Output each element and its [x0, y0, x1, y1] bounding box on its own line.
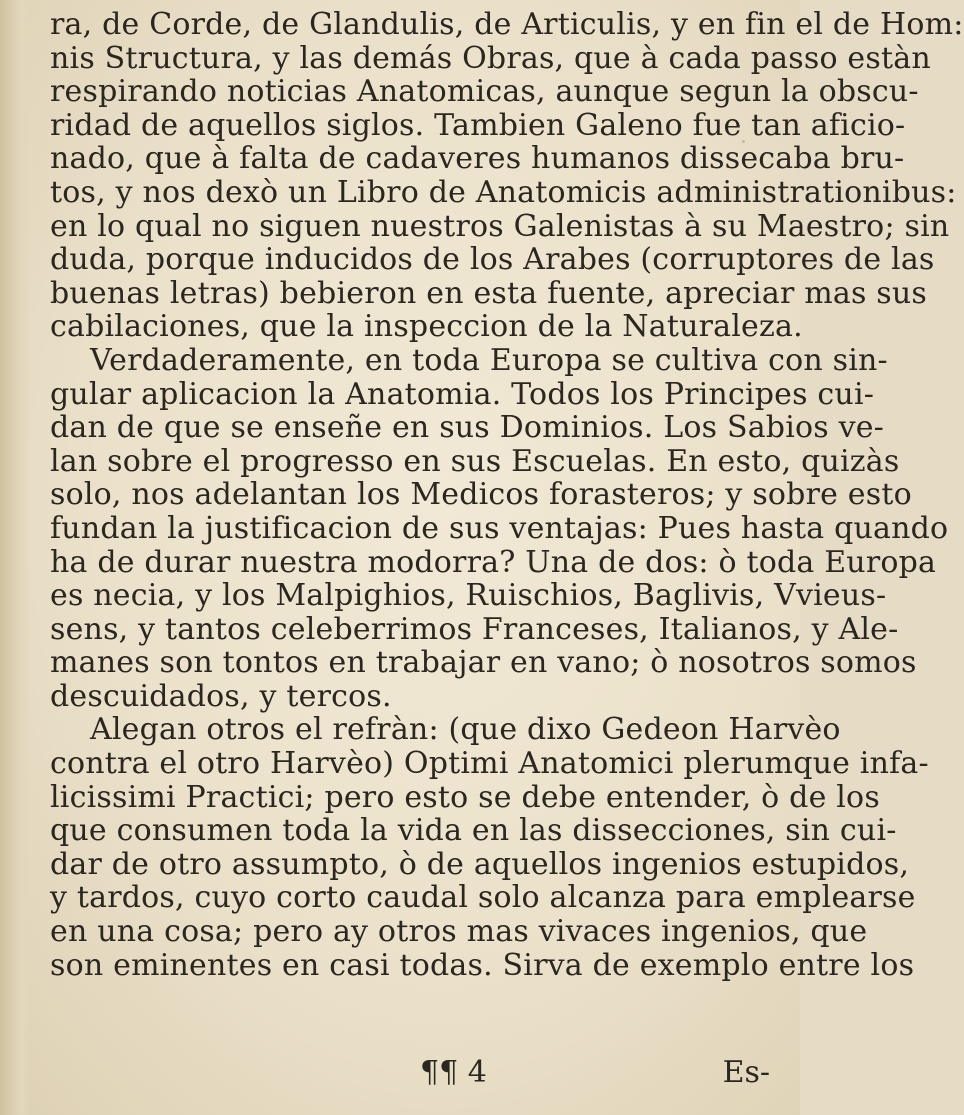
text-line: ha de durar nuestra modorra? Una de dos: ò toda Europa — [50, 544, 937, 580]
text-line: lan sobre el progresso en sus Escuelas. En esto, quizàs — [50, 443, 900, 479]
text-line: licissimi Practici; pero esto se debe entender, ò de los — [50, 779, 880, 815]
paragraph-start-line: Alegan otros el refràn: (que dixo Gedeon Harvèo — [90, 712, 841, 748]
text-line: descuidados, y tercos. — [50, 678, 392, 714]
paper-speck — [300, 905, 302, 908]
text-line: dar de otro assumpto, ò de aquellos ingenios estupidos, — [50, 846, 910, 882]
text-line: nis Structura, y las demás Obras, que à cada passo estàn — [50, 40, 931, 76]
text-line: cabilaciones, que la inspeccion de la Naturaleza. — [50, 309, 803, 345]
text-line: y tardos, cuyo corto caudal solo alcanza para emplearse — [50, 880, 916, 916]
text-line: nado, que à falta de cadaveres humanos dissecaba bru- — [50, 141, 905, 177]
text-line: buenas letras) bebieron en esta fuente, apreciar mas sus — [50, 275, 927, 311]
paragraph-start-line: Verdaderamente, en toda Europa se cultiva con sin- — [90, 342, 888, 378]
signature-mark: ¶¶ 4 — [420, 1055, 487, 1090]
text-line: ridad de aquellos siglos. Tambien Galeno fue tan aficio- — [50, 107, 906, 143]
text-line: tos, y nos dexò un Libro de Anatomicis administrationibus: — [50, 174, 957, 210]
text-line: contra el otro Harvèo) Optimi Anatomici plerumque infa- — [50, 746, 929, 782]
catchword: Es- — [722, 1055, 770, 1090]
page-footer — [50, 1055, 770, 1089]
text-line: dan de que se enseñe en sus Dominios. Los Sabios ve- — [50, 410, 885, 446]
text-line: fundan la justificacion de sus ventajas: Pues hasta quando — [50, 510, 949, 546]
text-line: duda, porque inducidos de los Arabes (corruptores de las — [50, 242, 935, 278]
text-line: respirando noticias Anatomicas, aunque segun la obscu- — [50, 74, 919, 110]
paper-speck — [612, 620, 614, 622]
text-line: que consumen toda la vida en las dissecciones, sin cui- — [50, 813, 897, 849]
text-line: en lo qual no siguen nuestros Galenistas à su Maestro; sin — [50, 208, 950, 244]
text-line: manes son tontos en trabajar en vano; ò nosotros somos — [50, 645, 917, 681]
body-text — [50, 7, 964, 983]
text-line: gular aplicacion la Anatomia. Todos los Principes cui- — [50, 376, 875, 412]
text-line: en una cosa; pero ay otros mas vivaces ingenios, que — [50, 914, 868, 950]
text-line: solo, nos adelantan los Medicos forasteros; y sobre esto — [50, 477, 912, 513]
page-gutter-edge — [0, 0, 30, 1115]
text-line: sens, y tantos celeberrimos Franceses, Italianos, y Ale- — [50, 611, 899, 647]
text-line: ra, de Corde, de Glandulis, de Articulis, y en fin el de Hom: — [50, 7, 964, 42]
text-line: es necia, y los Malpighios, Ruischios, Baglivis, Vvieus- — [50, 578, 887, 614]
text-line: son eminentes en casi todas. Sirva de exemplo entre los — [50, 947, 915, 983]
paper-speck — [742, 140, 745, 143]
